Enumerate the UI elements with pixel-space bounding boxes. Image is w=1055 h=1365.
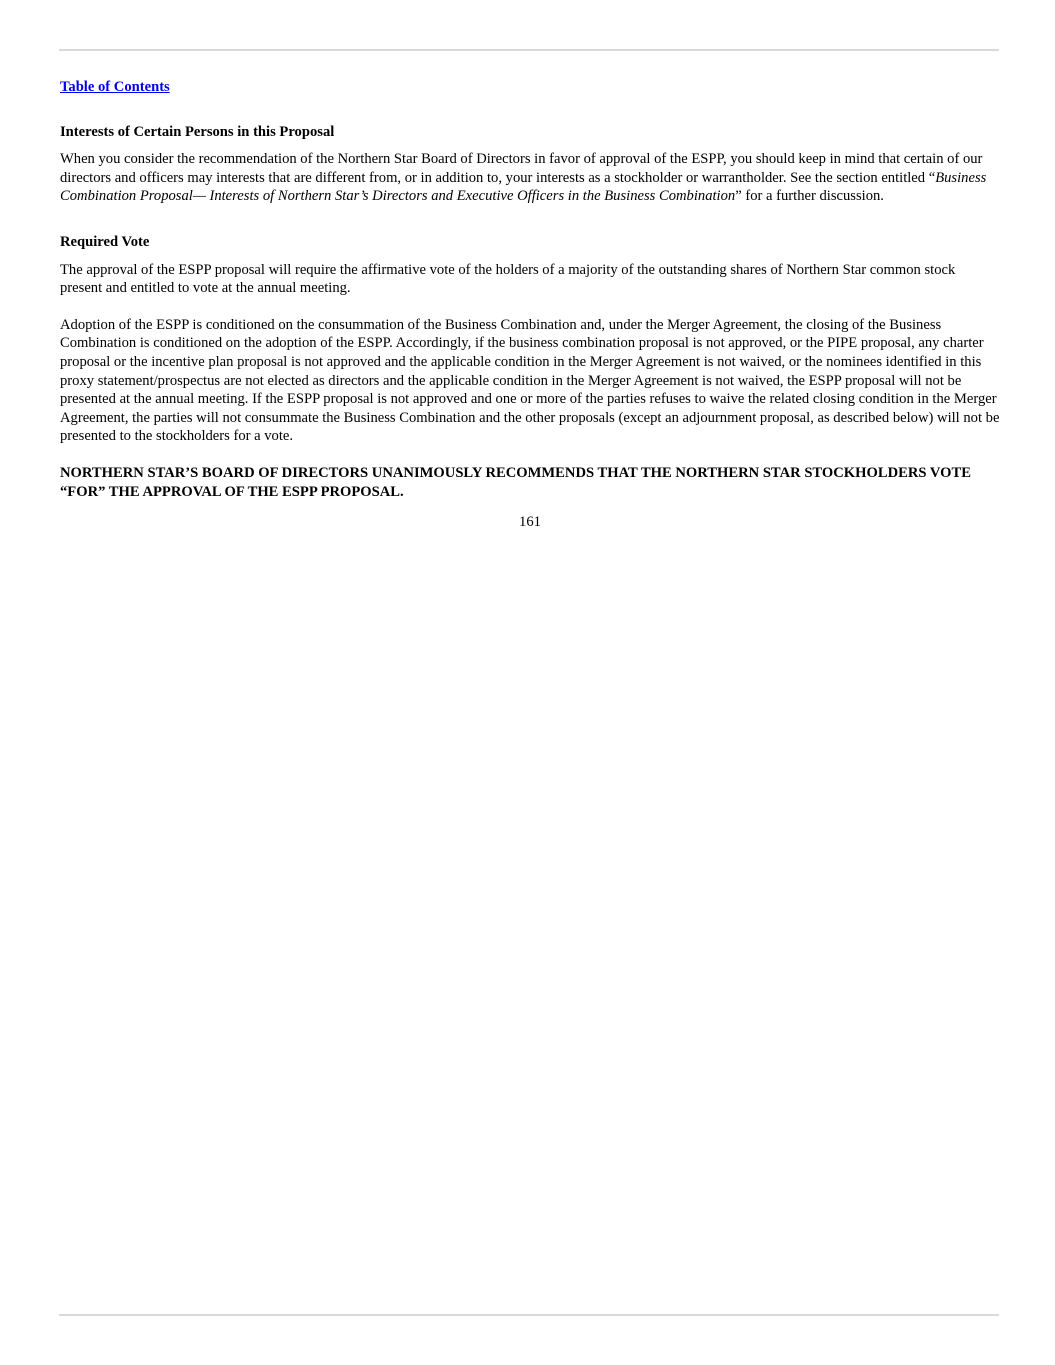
- interests-paragraph: [60, 150, 1000, 206]
- board-recommendation: NORTHERN STAR’S BOARD OF DIRECTORS UNANIMOUSLY RECOMMENDS THAT THE NORTHERN STAR STOCKHOLDERS VOTE “FOR” THE APPROVAL OF THE ESPP PROPOSAL.: [60, 464, 971, 500]
- bottom-divider: [59, 1314, 999, 1316]
- top-divider: [59, 49, 999, 51]
- required-vote-heading: Required Vote: [60, 233, 150, 250]
- document-page: [60, 78, 1000, 532]
- table-of-contents-link[interactable]: Table of Contents: [60, 79, 170, 95]
- interests-heading: Interests of Certain Persons in this Proposal: [60, 123, 335, 140]
- required-vote-paragraph-2: Adoption of the ESPP is conditioned on the consummation of the Business Combination and, under the Merger Agreement, the closing of the Business Combination is conditioned on the adoption of the ESPP. Accordingly, if the business combination proposal is not approved, or the PIPE proposal, any charter proposal or the incentive plan proposal is not approved and the applicable condition in the Merger Agreement is not waived, or the nominees identified in this proxy statement/prospectus are not elected as directors and the applicable condition in the Merger Agreement is not waived, the ESPP proposal will not be presented at the annual meeting. If the ESPP proposal is not approved and one or more of the parties refuses to waive the related closing condition in the Merger Agreement, the parties will not consummate the Business Combination and the other proposals (except an adjournment proposal, as described below) will not be presented to the stockholders for a vote.: [60, 316, 1000, 445]
- interests-text-after: ” for a further discussion.: [735, 188, 884, 205]
- interests-text-before: When you consider the recommendation of the Northern Star Board of Directors in favor of approval of the ESPP, you should keep in mind that certain of our directors and officers may interests that are different from, or in addition to, your interests as a stockholder or warrantholder. See the section entitled “: [60, 151, 983, 186]
- page-number: 161: [519, 514, 541, 531]
- interests-text-italic: Business Combination Proposal— Interests of Northern Star’s Directors and Executive Officers in the Business Combination: [60, 169, 987, 205]
- required-vote-paragraph-1: The approval of the ESPP proposal will require the affirmative vote of the holders of a majority of the outstanding shares of Northern Star common stock present and entitled to vote at the annual meeting.: [60, 261, 956, 297]
